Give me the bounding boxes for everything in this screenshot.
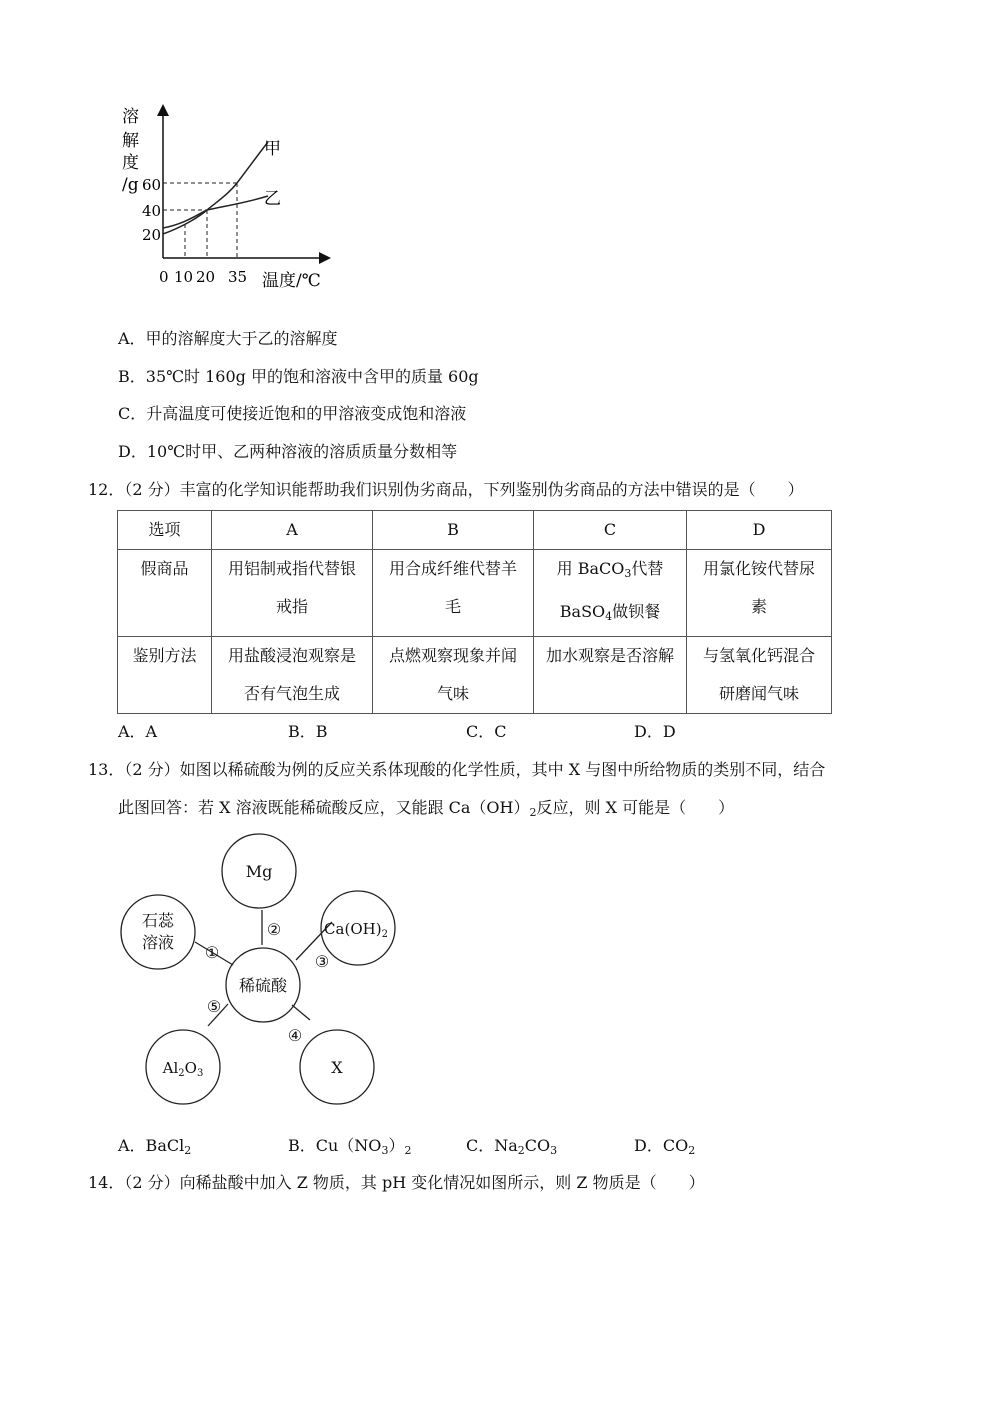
table-row-label: 假商品	[118, 550, 212, 637]
x-tick-20: 20	[196, 268, 216, 286]
stem-part: 反应，则 X 可能是（ ）	[536, 798, 735, 817]
q11-option-d: D．10℃时甲、乙两种溶液的溶质质量分数相等	[118, 442, 458, 461]
q13-answer-b	[288, 1133, 411, 1157]
series-jia-curve	[163, 142, 268, 234]
formula-part: BaSO	[559, 602, 606, 621]
q11-option-a: A．甲的溶解度大于乙的溶解度	[118, 329, 338, 348]
cell-line: 素	[750, 597, 767, 616]
cell-line: 加水观察是否溶解	[545, 646, 674, 665]
cell-line: 用合成纤维代替羊	[388, 559, 517, 578]
table-cell	[687, 550, 832, 637]
solubility-chart	[110, 100, 360, 300]
y-axis-label-3: 度	[122, 153, 139, 173]
cell-line: 用盐酸浸泡观察是	[227, 646, 356, 665]
q13-stem-line1: 13．（2 分）如图以稀硫酸为例的反应关系体现酸的化学性质，其中 X 与图中所给物质的类别不同，结合	[88, 760, 826, 779]
formula-part: 代替	[631, 559, 664, 578]
table-header-row	[118, 511, 832, 550]
node-x-label: X	[331, 1058, 343, 1077]
q13-answer-d	[634, 1133, 695, 1157]
table-header-cell: 选项	[118, 511, 212, 550]
stem-part: 此图回答：若 X 溶液既能稀硫酸反应，又能跟 Ca（OH）	[118, 798, 530, 817]
answer-part: C．Na	[466, 1136, 518, 1155]
table-cell	[534, 550, 687, 637]
q12-answer-a: A．A	[118, 722, 158, 741]
connector-label-5: ⑤	[206, 997, 222, 1016]
formula-sub: 3	[624, 567, 632, 580]
node-litmus	[121, 895, 195, 969]
connector-label-3: ③	[314, 952, 330, 971]
table-row-label: 鉴别方法	[118, 637, 212, 714]
table-header-cell: B	[373, 511, 534, 550]
node-litmus-label-2: 溶液	[141, 933, 175, 952]
table-header-cell: A	[212, 511, 373, 550]
formula-part: 用 BaCO	[556, 559, 625, 578]
x-tick-35: 35	[228, 268, 248, 286]
cell-line: 气味	[436, 684, 469, 703]
table-header-cell: D	[687, 511, 832, 550]
stem-sub: 2	[529, 806, 537, 819]
table-header-cell: C	[534, 511, 687, 550]
cell-line: 研磨闻气味	[718, 684, 799, 703]
q13-answer-c	[466, 1133, 557, 1157]
node-al2o3	[146, 1030, 220, 1104]
q12-stem: 12．（2 分）丰富的化学知识能帮助我们识别伪劣商品，下列鉴别伪劣商品的方法中错误的是（ ）	[88, 480, 804, 499]
node-center-label: 稀硫酸	[238, 976, 288, 995]
connector-label-2: ②	[266, 920, 282, 939]
answer-part: CO	[524, 1136, 551, 1155]
acid-reaction-diagram	[110, 830, 410, 1115]
cell-line: 用铝制戒指代替银	[227, 559, 356, 578]
answer-sub: 2	[184, 1144, 192, 1157]
q12-answer-b: B．B	[288, 722, 328, 741]
answer-part: B．Cu（NO	[288, 1136, 382, 1155]
x-tick-0: 0	[159, 268, 169, 286]
y-tick-40: 40	[142, 202, 162, 220]
answer-part: ）	[388, 1136, 405, 1155]
y-axis-label-2: 解	[122, 131, 139, 151]
answer-sub: 3	[381, 1144, 389, 1157]
cell-line	[538, 675, 682, 713]
q13-answer-a	[118, 1133, 191, 1157]
q11-option-b: B．35℃时 160g 甲的饱和溶液中含甲的质量 60g	[118, 367, 479, 386]
answer-sub: 3	[550, 1144, 558, 1157]
q12-answer-c: C．C	[466, 722, 507, 741]
q14-stem: 14．（2 分）向稀盐酸中加入 Z 物质，其 pH 变化情况如图所示，则 Z 物质是（ ）	[88, 1173, 705, 1192]
x-axis-label: 温度/℃	[262, 271, 321, 291]
y-tick-20: 20	[142, 226, 162, 244]
formula-sub: 4	[605, 610, 613, 623]
table-cell	[534, 637, 687, 714]
answer-sub: 2	[517, 1144, 525, 1157]
answer-part: D．CO	[634, 1136, 689, 1155]
cell-line: 戒指	[275, 597, 308, 616]
series-jia-label: 甲	[264, 139, 281, 159]
node-al2o3-label: $Al_2O_3$	[162, 1059, 204, 1079]
cell-line	[538, 550, 682, 593]
q11-option-c: C．升高温度可使接近饱和的甲溶液变成饱和溶液	[118, 404, 467, 423]
y-axis-label-1: 溶	[122, 107, 139, 127]
node-caoh2-label: $Ca(OH)_2$	[324, 920, 388, 940]
connector-label-1: ①	[204, 943, 220, 962]
cell-line: 点燃观察现象并闻	[388, 646, 517, 665]
series-yi-label: 乙	[264, 189, 281, 209]
y-axis-label-4: /g	[122, 175, 139, 195]
cell-line: 用氯化铵代替尿	[702, 559, 815, 578]
node-mg-label: Mg	[245, 862, 273, 881]
table-cell	[373, 550, 534, 637]
table-cell	[687, 637, 832, 714]
node-litmus-label-1: 石蕊	[141, 911, 175, 930]
table-row	[118, 637, 832, 714]
table-cell	[212, 550, 373, 637]
table-row	[118, 550, 832, 637]
table-cell	[373, 637, 534, 714]
cell-line: 与氢氧化钙混合	[702, 646, 815, 665]
q12-table	[117, 510, 832, 714]
series-yi-curve	[163, 196, 268, 228]
x-tick-10: 10	[174, 268, 194, 286]
answer-sub: 2	[688, 1144, 696, 1157]
cell-line: 毛	[444, 597, 461, 616]
table-cell	[212, 637, 373, 714]
cell-line	[538, 593, 682, 636]
formula-part: 做钡餐	[612, 602, 661, 621]
y-tick-60: 60	[142, 176, 162, 194]
q12-answer-d: D．D	[634, 722, 676, 741]
connector-label-4: ④	[287, 1026, 303, 1045]
cell-line: 否有气泡生成	[243, 684, 340, 703]
answer-part: A．BaCl	[118, 1136, 185, 1155]
connector-4	[292, 1005, 310, 1020]
q13-stem-line2	[118, 795, 734, 819]
answer-sub: 2	[404, 1144, 412, 1157]
